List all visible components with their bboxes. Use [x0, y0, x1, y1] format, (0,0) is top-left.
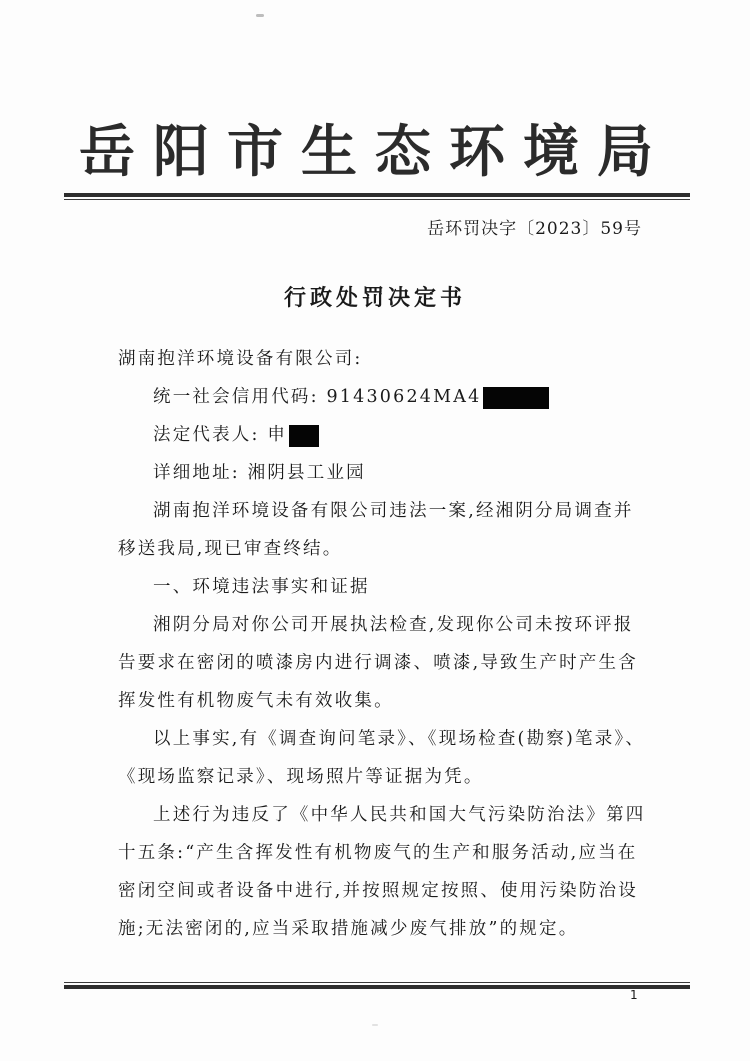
section-heading: 一、环境违法事实和证据 [153, 577, 370, 597]
document-title: 行政处罚决定书 [283, 286, 466, 311]
evidence-paragraph: 以上事实,有《调查询问笔录》、《现场检查(勘察)笔录》、《现场监察记录》、现场照片等证据为凭。 [118, 729, 646, 787]
party-name: 湖南抱洋环境设备有限公司: [118, 349, 363, 369]
agency-letterhead: 岳阳市生态环境局 [79, 120, 671, 185]
credit-code-text: 统一社会信用代码: 91430624MA4 [153, 387, 482, 407]
document-body [118, 340, 646, 948]
address: 详细地址: 湘阴县工业园 [153, 463, 366, 483]
scan-speck [256, 14, 264, 17]
letterhead-rule-thick [64, 193, 690, 197]
credit-code [118, 378, 646, 416]
scan-speck [372, 1024, 378, 1026]
page-number: 1 [630, 988, 638, 1002]
document-number: 岳环罚决字〔2023〕59号 [427, 219, 642, 239]
facts-paragraph: 湘阴分局对你公司开展执法检查,发现你公司未按环评报告要求在密闭的喷漆房内进行调漆、喷漆,导致生产时产生含挥发性有机物废气未有效收集。 [118, 615, 638, 711]
intro-paragraph: 湖南抱洋环境设备有限公司违法一案,经湘阴分局调查并移送我局,现已审查终结。 [118, 501, 634, 559]
legal-representative [118, 416, 646, 454]
legal-rep-text: 法定代表人: 申 [153, 425, 288, 445]
redaction-block [483, 387, 549, 409]
letterhead-rule-thin [64, 199, 690, 200]
violation-paragraph: 上述行为违反了《中华人民共和国大气污染防治法》第四十五条:“产生含挥发性有机物废气的生产和服务活动,应当在密闭空间或者设备中进行,并按照规定按照、使用污染防治设施;无法密闭的,应当采取措施减少废气排放”的规定。 [118, 805, 646, 939]
footer-rule-thick [64, 985, 690, 989]
redaction-block [289, 425, 319, 447]
footer-rule-thin [64, 982, 690, 983]
